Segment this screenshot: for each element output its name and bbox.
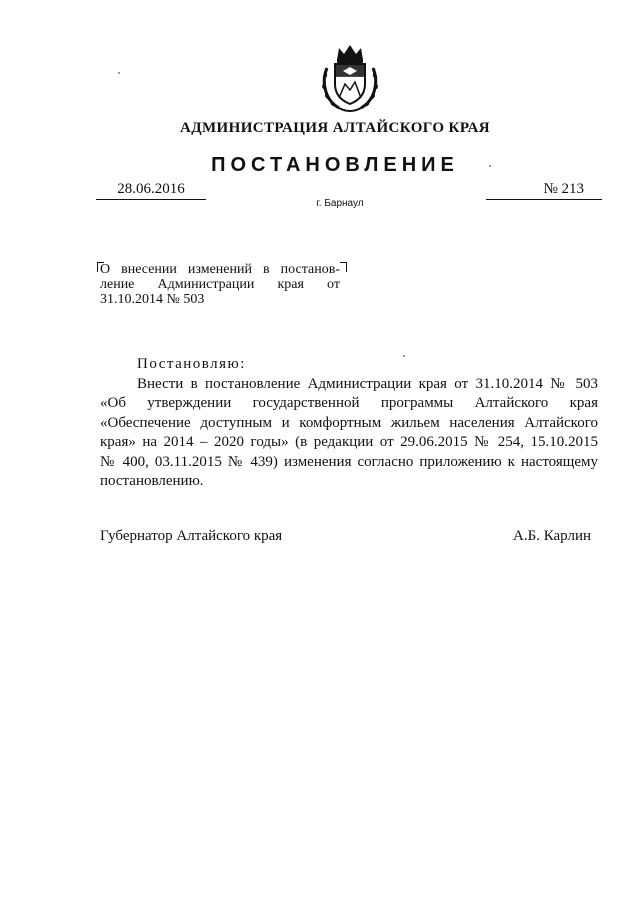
scan-speck: [489, 165, 491, 167]
organization-name: АДМИНИСТРАЦИЯ АЛТАЙСКОГО КРАЯ: [180, 120, 490, 136]
document-type-title: ПОСТАНОВЛЕНИЕ: [211, 154, 459, 176]
scan-speck: [118, 72, 120, 74]
document-subject: [100, 262, 340, 307]
subject-corner-right: [340, 262, 347, 272]
body-line: № 400, 03.11.2015 № 439) изменения согласно приложению к настоящему: [100, 453, 598, 470]
resolve-word: Постановляю:: [137, 356, 246, 372]
subject-line: 31.10.2014 № 503: [100, 292, 205, 307]
body-line: постановлению.: [100, 473, 204, 490]
document-city: г. Барнаул: [316, 198, 364, 209]
signer-title: Губернатор Алтайского края: [100, 528, 283, 544]
subject-line: ление Администрации края от: [100, 277, 340, 292]
document-body: [100, 375, 598, 491]
body-line: края» на 2014 – 2020 годы» (в редакции от 29.06.2015 № 254, 15.10.2015: [100, 434, 598, 451]
coat-of-arms-icon: [317, 40, 383, 116]
scan-speck: [403, 355, 405, 357]
document-date: 28.06.2016: [96, 180, 206, 200]
body-line: «Об утверждении государственной программы Алтайского края: [100, 395, 598, 412]
document-number: № 213: [486, 180, 602, 200]
body-line: Внести в постановление Администрации края от 31.10.2014 № 503: [137, 376, 598, 392]
body-line: «Обеспечение доступным и комфортным жильем населения Алтайского: [100, 414, 598, 431]
subject-line: О внесении изменений в постанов-: [100, 262, 340, 277]
signer-name: А.Б. Карлин: [513, 528, 592, 544]
